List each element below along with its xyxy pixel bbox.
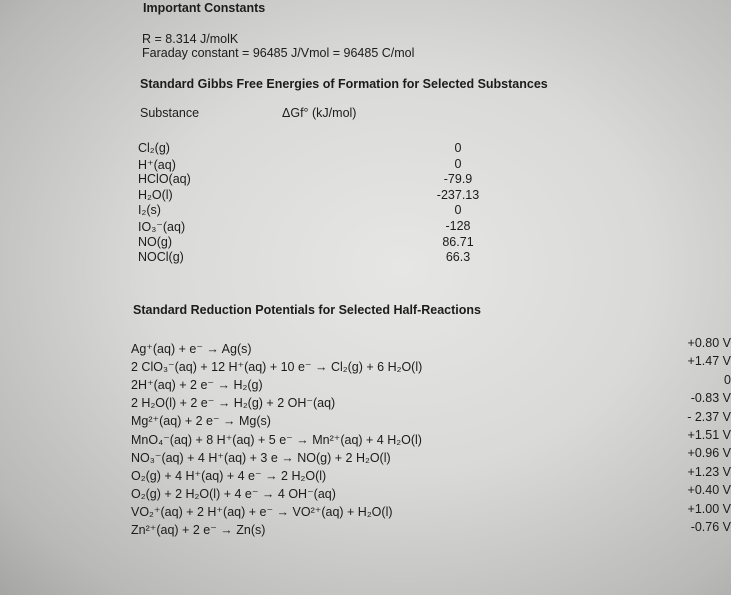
half-reaction-row: [131, 336, 731, 356]
gibbs-row: [138, 250, 471, 265]
reduction-title: Standard Reduction Potentials for Selected Half-Reactions: [133, 303, 481, 317]
gibbs-value: 66.3: [445, 250, 471, 265]
gibbs-row: [138, 187, 480, 202]
half-reaction-row: [131, 354, 731, 375]
half-reaction: O₂(g) + 4 H⁺(aq) + 4 e⁻ → 2 H₂O(l): [131, 468, 327, 483]
potential: -0.83 V: [690, 391, 731, 406]
substance: NO(g): [138, 234, 173, 249]
potential: +1.00 V: [687, 501, 731, 516]
substance: H₂O(l): [138, 187, 173, 202]
potential: +1.23 V: [687, 464, 731, 479]
faraday-constant: Faraday constant = 96485 J/Vmol = 96485 C/mol: [142, 46, 415, 60]
half-reaction: Ag⁺(aq) + e⁻ → Ag(s): [131, 342, 252, 356]
substance: HClO(aq): [138, 172, 191, 187]
gibbs-value: 0: [454, 141, 462, 155]
potential: 0: [724, 372, 731, 387]
potential: +0.80 V: [687, 336, 731, 350]
gibbs-value: 0: [454, 203, 462, 218]
half-reaction-row: [131, 501, 731, 519]
gibbs-value: 0: [454, 156, 462, 171]
gibbs-value: -79.9: [443, 172, 473, 187]
half-reaction-row: [131, 391, 731, 411]
constants-title: Important Constants: [143, 1, 266, 15]
gibbs-row: [138, 234, 474, 249]
potential: - 2.37 V: [687, 409, 731, 424]
half-reaction-row: [131, 409, 731, 429]
substance: Cl₂(g): [138, 141, 170, 155]
half-reaction: NO₃⁻(aq) + 4 H⁺(aq) + 3 e → NO(g) + 2 H₂O(l): [131, 450, 391, 465]
half-reaction: 2 H₂O(l) + 2 e⁻ → H₂(g) + 2 OH⁻(aq): [131, 396, 336, 411]
half-reaction: MnO₄⁻(aq) + 8 H⁺(aq) + 5 e⁻ → Mn²⁺(aq) + 4 H₂O(l): [131, 432, 422, 447]
gibbs-row: [138, 156, 462, 172]
half-reaction-row: [131, 464, 731, 483]
half-reaction-row: [131, 483, 731, 501]
potential: +1.51 V: [687, 428, 731, 442]
gibbs-row: [138, 141, 462, 155]
substance-header: Substance: [140, 106, 200, 120]
substance: H⁺(aq): [138, 157, 176, 172]
gibbs-value: -237.13: [436, 187, 480, 202]
half-reaction: Zn²⁺(aq) + 2 e⁻ → Zn(s): [131, 523, 266, 537]
half-reaction-row: [131, 520, 731, 537]
gibbs-value: -128: [445, 219, 471, 233]
gibbs-value: 86.71: [442, 234, 474, 249]
potential: +1.47 V: [687, 354, 731, 369]
gibbs-row: [138, 219, 471, 234]
substance: I₂(s): [138, 203, 161, 218]
half-reaction: 2H⁺(aq) + 2 e⁻ → H₂(g): [131, 378, 263, 393]
half-reaction: 2 ClO₃⁻(aq) + 12 H⁺(aq) + 10 e⁻ → Cl₂(g) + 6 H₂O(l): [131, 360, 423, 375]
gas-constant: R = 8.314 J/molK: [142, 32, 239, 46]
potential: +0.96 V: [687, 446, 731, 461]
half-reaction: VO₂⁺(aq) + 2 H⁺(aq) + e⁻ → VO²⁺(aq) + H₂O(l): [131, 504, 393, 519]
half-reaction-row: [131, 372, 731, 393]
potential: -0.76 V: [690, 520, 731, 534]
gibbs-title: Standard Gibbs Free Energies of Formation for Selected Substances: [140, 77, 548, 91]
substance: NOCl(g): [138, 250, 184, 265]
gibbs-row: [138, 172, 473, 187]
half-reaction-row: [131, 428, 731, 447]
half-reaction: Mg²⁺(aq) + 2 e⁻ → Mg(s): [131, 414, 271, 429]
half-reaction: O₂(g) + 2 H₂O(l) + 4 e⁻ → 4 OH⁻(aq): [131, 486, 336, 501]
half-reaction-row: [131, 446, 731, 465]
potential: +0.40 V: [687, 483, 731, 498]
gibbs-row: [138, 203, 462, 218]
gibbs-value-header: ΔGf° (kJ/mol): [282, 106, 357, 120]
substance: IO₃⁻(aq): [138, 220, 186, 234]
